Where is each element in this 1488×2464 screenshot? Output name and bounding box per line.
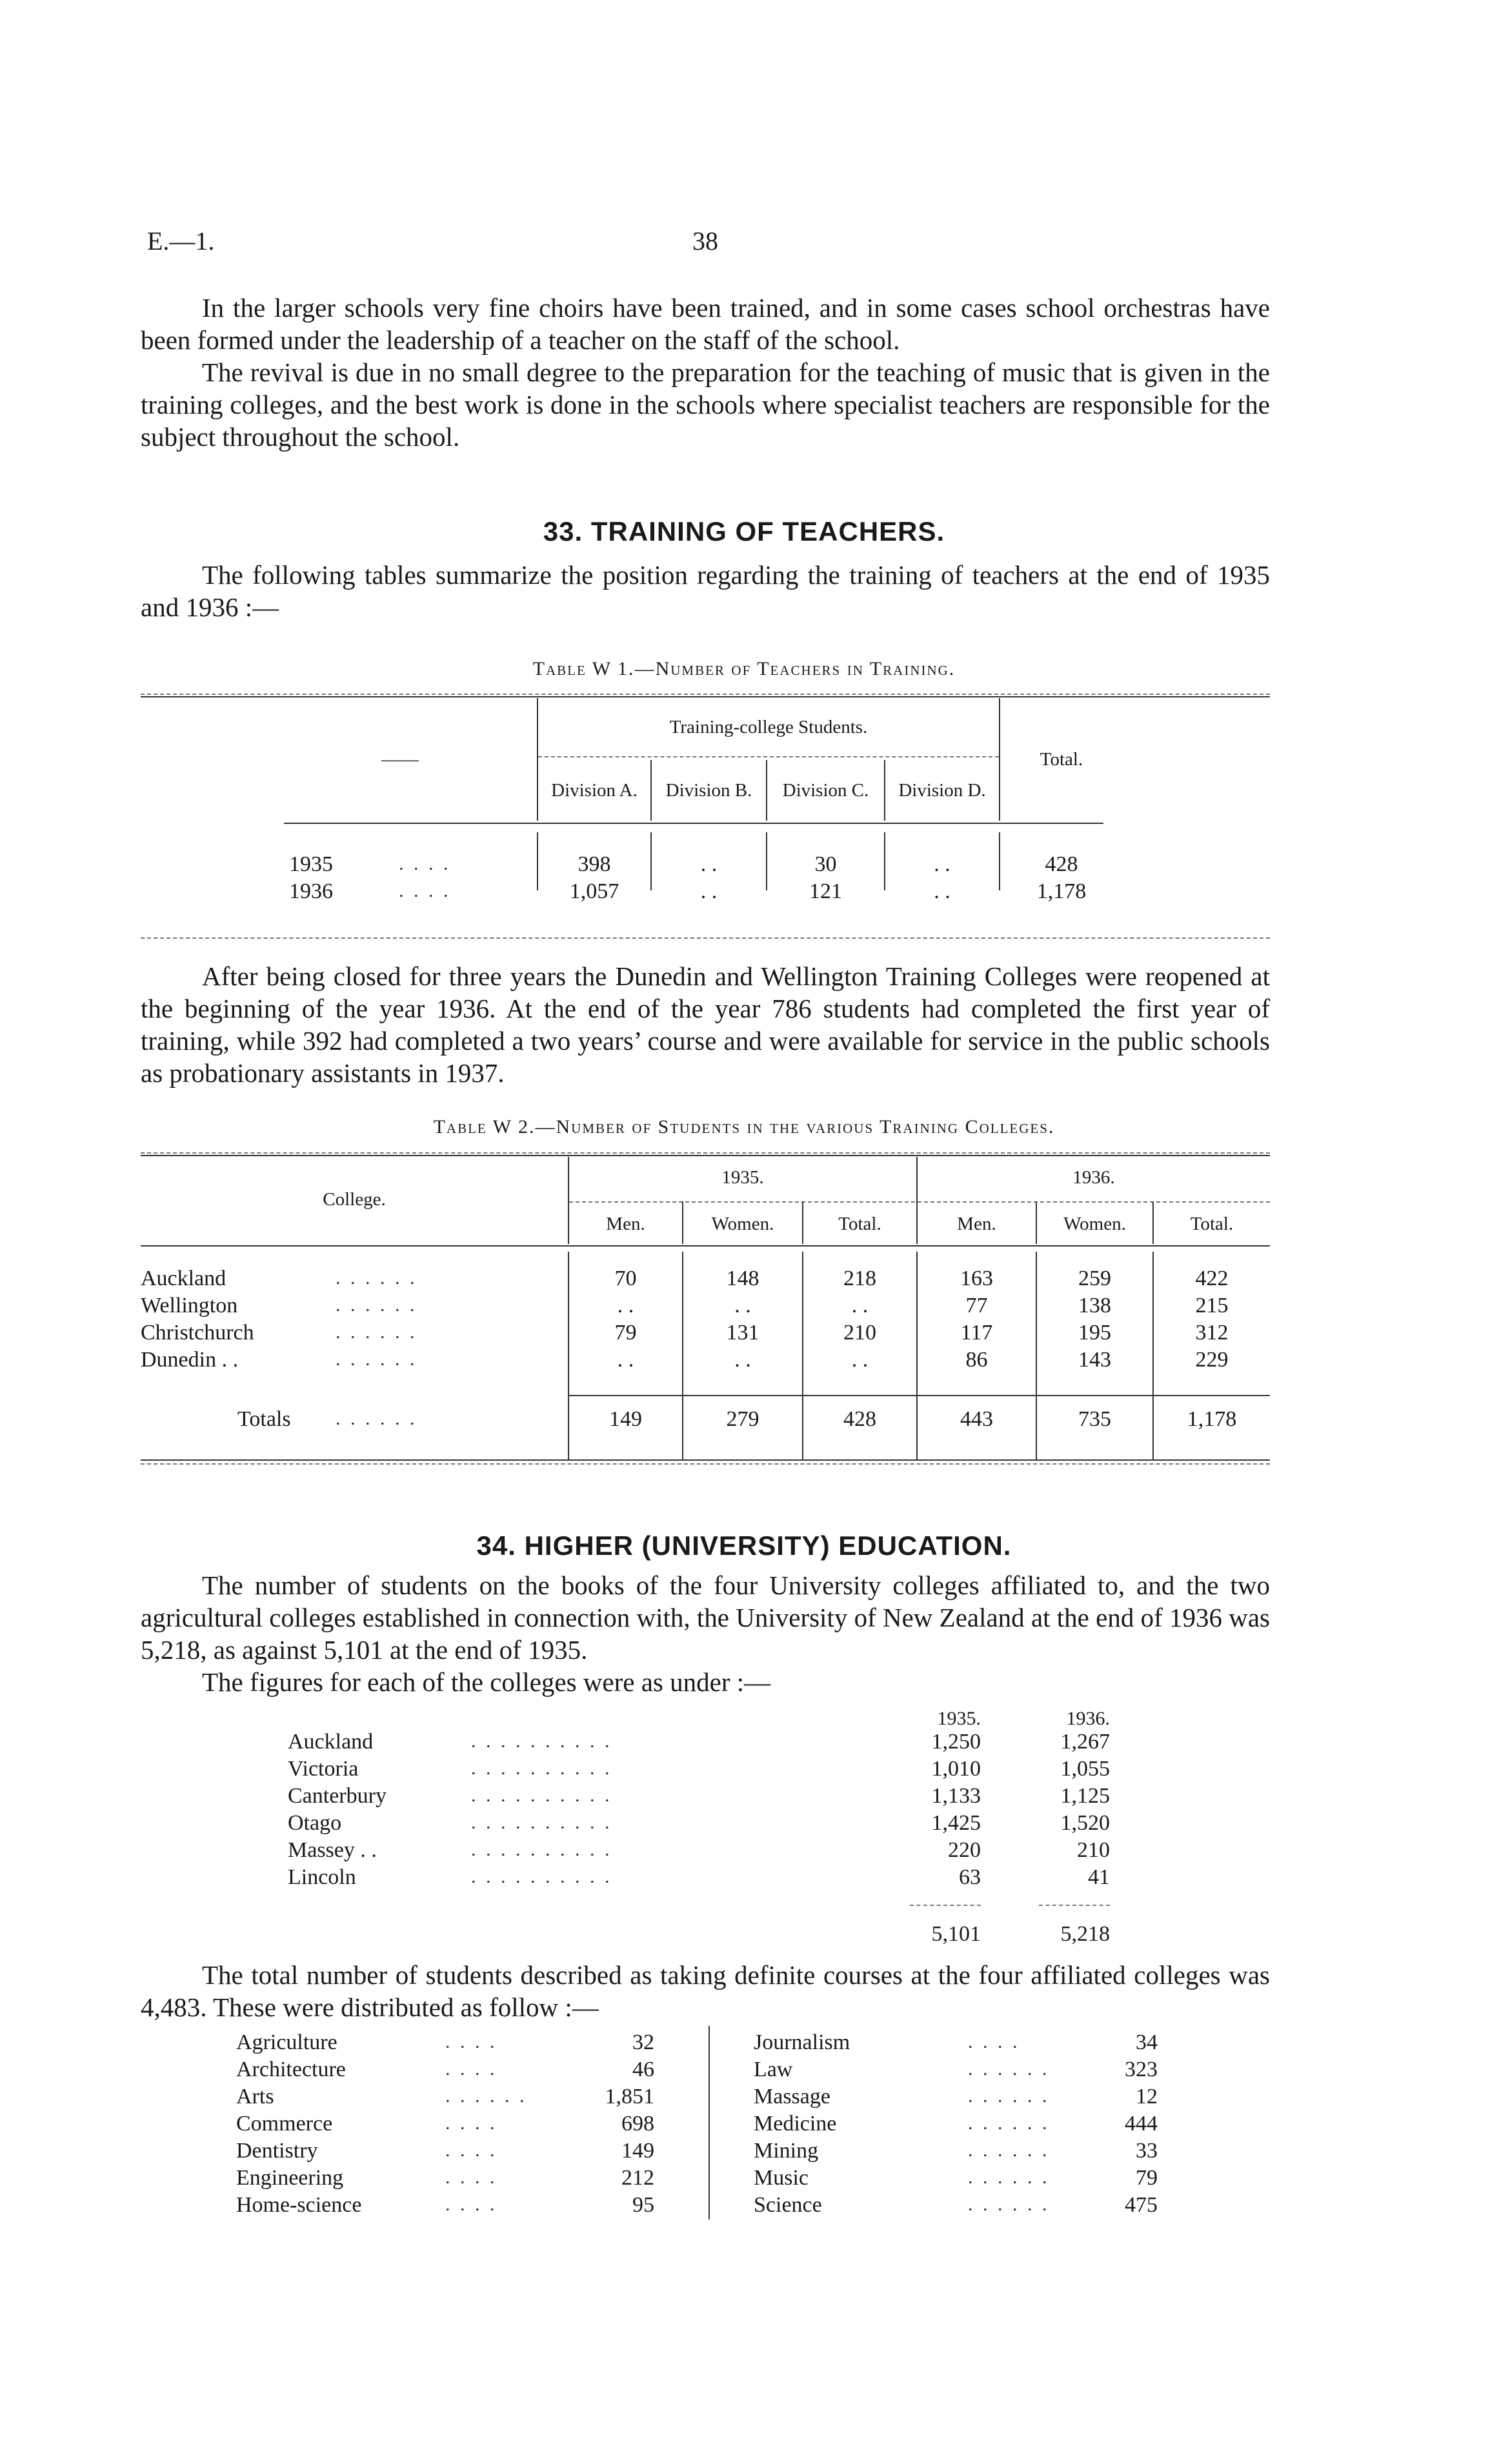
- colleges-year-1936: 1936.: [1066, 1708, 1110, 1729]
- table-cell: 148: [726, 1267, 759, 1290]
- college-1935: 1,425: [931, 1811, 981, 1835]
- table-cell: 117: [960, 1321, 993, 1345]
- page-number: 38: [692, 226, 718, 255]
- table-cell: 70: [614, 1267, 637, 1290]
- colleges-year-1935: 1935.: [937, 1708, 981, 1729]
- table-cell: 86: [965, 1348, 988, 1372]
- course-name: Commerce: [236, 2112, 333, 2136]
- college-1936: 1,055: [1060, 1757, 1110, 1781]
- college-name: Christchurch: [141, 1321, 254, 1345]
- course-count: 212: [621, 2166, 654, 2190]
- course-name: Home-science: [236, 2193, 362, 2217]
- table-w1-caption: Table W 1.—Number of Teachers in Training.: [532, 658, 956, 679]
- college-1936: 1,125: [1060, 1784, 1110, 1808]
- page-ref: E.—1.: [147, 226, 215, 255]
- table-w1-col-b: Division B.: [665, 780, 752, 801]
- course-count: 698: [621, 2112, 654, 2136]
- table-cell: 422: [1195, 1267, 1229, 1290]
- course-name: Dentistry: [236, 2139, 318, 2163]
- college-name: Lincoln: [288, 1865, 356, 1889]
- course-name: Medicine: [754, 2112, 837, 2136]
- table-w2-college-header: College.: [323, 1189, 386, 1210]
- table-cell: 195: [1078, 1321, 1111, 1345]
- course-name: Journalism: [754, 2030, 850, 2054]
- table-w2-year-1936: 1936.: [1072, 1167, 1115, 1188]
- section-33-intro: The following tables summarize the position regarding the training of teachers at the end of 1935 and 1936 :—: [141, 560, 1270, 622]
- intro-paragraph-1: In the larger schools very fine choirs have been trained, and in some cases school orchestras have been formed under the leadership of a teacher on the staff of the school.: [141, 293, 1270, 355]
- course-name: Mining: [754, 2139, 819, 2163]
- course-name: Arts: [236, 2085, 274, 2108]
- courses-paragraph: The total number of students described as taking definite courses at the four affiliated colleges was 4,483. These were distributed as follow :—: [141, 1960, 1270, 2022]
- course-count: 475: [1125, 2193, 1158, 2217]
- course-name: Agriculture: [236, 2030, 337, 2054]
- college-name: Dunedin . .: [141, 1348, 239, 1372]
- table-cell: . .: [734, 1348, 751, 1372]
- college-name: Auckland: [141, 1267, 226, 1290]
- colleges-total-1935: 5,101: [931, 1922, 981, 1946]
- course-count: 149: [621, 2139, 654, 2163]
- course-name: Massage: [754, 2085, 830, 2108]
- table-w1-group-header: Training-college Students.: [669, 717, 868, 737]
- course-count: 444: [1125, 2112, 1158, 2136]
- totals-label: Totals: [237, 1407, 291, 1431]
- table-w1-stub-header: ——: [381, 749, 419, 770]
- table-w1-col-c: Division C.: [782, 780, 869, 801]
- college-name: Massey . .: [288, 1838, 377, 1862]
- table-cell: 79: [614, 1321, 637, 1345]
- college-1936: 1,267: [1060, 1730, 1110, 1754]
- college-1935: 220: [948, 1838, 981, 1862]
- table-cell: 312: [1195, 1321, 1229, 1345]
- table-cell: 131: [726, 1321, 759, 1345]
- table-cell: 218: [843, 1267, 876, 1290]
- section-34-heading: 34. HIGHER (UNIVERSITY) EDUCATION.: [476, 1530, 1012, 1561]
- table-cell: . .: [617, 1348, 634, 1372]
- intro-text: [141, 292, 1270, 453]
- college-name: Wellington: [141, 1294, 238, 1317]
- college-1935: 1,250: [931, 1730, 981, 1754]
- colleges-total-1936: 5,218: [1060, 1922, 1110, 1946]
- college-name: Otago: [288, 1811, 342, 1835]
- table-cell: 210: [843, 1321, 876, 1345]
- college-1935: 63: [959, 1865, 981, 1889]
- course-name: Law: [754, 2058, 793, 2081]
- course-count: 95: [632, 2193, 654, 2217]
- table-cell: 138: [1078, 1294, 1111, 1317]
- table-cell: . .: [734, 1294, 751, 1317]
- course-name: Architecture: [236, 2058, 346, 2081]
- course-count: 79: [1136, 2166, 1158, 2190]
- row-year: 1936: [289, 879, 333, 903]
- course-name: Science: [754, 2193, 822, 2217]
- table-w2-year-1935: 1935.: [721, 1167, 764, 1188]
- course-name: Music: [754, 2166, 809, 2190]
- course-count: 46: [632, 2058, 654, 2081]
- college-1935: 1,010: [931, 1757, 981, 1781]
- table-cell: . .: [851, 1294, 869, 1317]
- table-w2-caption: Table W 2.—Number of Students in the various Training Colleges.: [433, 1116, 1055, 1137]
- college-1935: 1,133: [931, 1784, 981, 1808]
- college-name: Victoria: [288, 1757, 359, 1781]
- table-cell: 143: [1078, 1348, 1111, 1372]
- table-w1-col-d: Division D.: [898, 780, 986, 801]
- course-count: 323: [1125, 2058, 1158, 2081]
- table-cell: 229: [1195, 1348, 1229, 1372]
- course-count: 1,851: [605, 2085, 654, 2108]
- row-year: 1935: [289, 852, 333, 876]
- section-34-text: The number of students on the books of the four University colleges affiliated to, and the two agricultural colleges established in connection with, the University of New Zealand at the end of 1936 was 5,218, as against 5,101 at the end of 1935. The figures for each of the colleges were as under :—: [141, 1570, 1270, 1697]
- table-w1-col-a: Division A.: [551, 780, 638, 801]
- course-name: Engineering: [236, 2166, 344, 2190]
- college-1936: 210: [1077, 1838, 1110, 1862]
- table-cell: 215: [1195, 1294, 1229, 1317]
- intro-paragraph-2: The revival is due in no small degree to the preparation for the teaching of music that is given in the training colleges, and the best work is done in the schools where specialist teachers are responsible for the subject throughout the school.: [141, 357, 1270, 452]
- table-cell: 77: [965, 1294, 988, 1317]
- college-name: Auckland: [288, 1730, 374, 1754]
- table-cell: . .: [851, 1348, 869, 1372]
- course-count: 32: [632, 2030, 654, 2054]
- college-1936: 41: [1088, 1865, 1110, 1889]
- college-name: Canterbury: [288, 1784, 387, 1808]
- after-w1-paragraph: After being closed for three years the Dunedin and Wellington Training Colleges were reopened at the beginning of the year 1936. At the end of the year 786 students had completed the first year of training, while 392 had completed a two years’ course and were available for service in the public schools as probationary assistants in 1937.: [141, 961, 1270, 1088]
- table-cell: 163: [960, 1267, 993, 1290]
- table-cell: 259: [1078, 1267, 1111, 1290]
- table-w1-total-header: Total.: [1040, 749, 1083, 770]
- course-count: 12: [1136, 2085, 1158, 2108]
- table-cell: . .: [617, 1294, 634, 1317]
- section-33-heading: 33. TRAINING OF TEACHERS.: [543, 516, 945, 546]
- course-count: 34: [1136, 2030, 1158, 2054]
- course-count: 33: [1136, 2139, 1158, 2163]
- college-1936: 1,520: [1060, 1811, 1110, 1835]
